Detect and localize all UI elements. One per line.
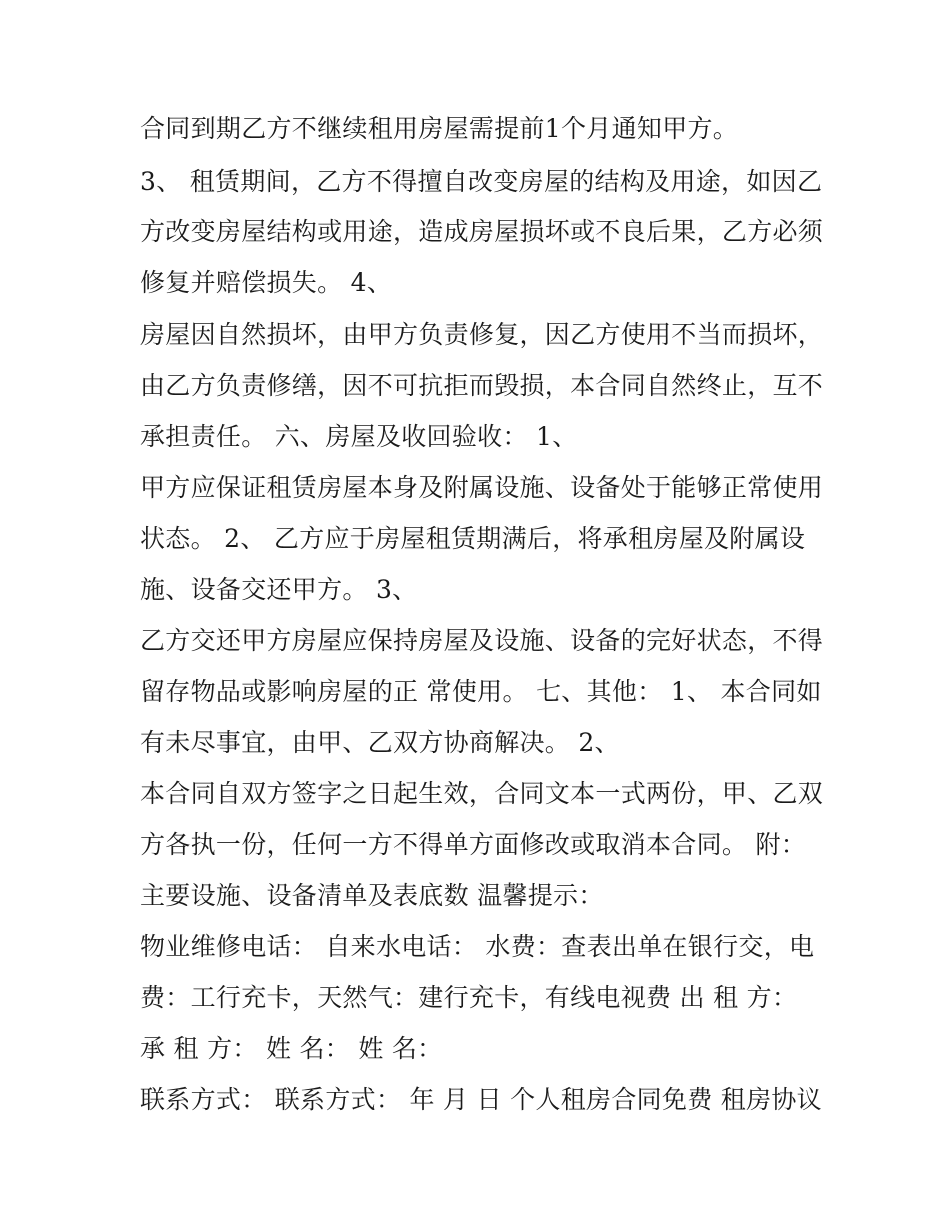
- text-line: 由乙方负责修缮，因不可抗拒而毁损，本合同自然终止，互不: [140, 371, 824, 400]
- text-line: 本合同自双方签字之日起生效，合同文本一式两份，甲、乙双: [140, 779, 824, 808]
- text-line: 主要设施、设备清单及表底数 温馨提示：: [140, 881, 604, 910]
- text-line: 方改变房屋结构或用途，造成房屋损坏或不良后果，乙方必须: [140, 217, 824, 246]
- text-line: 物业维修电话： 自来水电话： 水费：查表出单在银行交，电: [140, 932, 815, 961]
- text-line: 有未尽事宜，由甲、乙双方协商解决。 2、: [140, 728, 620, 757]
- text-line: 留存物品或影响房屋的正 常使用。 七、其他： 1、 本合同如: [140, 677, 822, 706]
- text-line: 修复并赔偿损失。 4、: [140, 268, 393, 297]
- text-line: 施、设备交还甲方。 3、: [140, 575, 418, 604]
- text-line: 方各执一份，任何一方不得单方面修改或取消本合同。 附：: [140, 830, 807, 859]
- text-line: 承 租 方： 姓 名： 姓 名：: [140, 1034, 443, 1063]
- text-line: 联系方式： 联系方式： 年 月 日 个人租房合同免费 租房协议: [140, 1085, 822, 1114]
- text-line: 费：工行充卡，天然气：建行充卡，有线电视费 出 租 方：: [140, 983, 798, 1012]
- text-line: 3、 租赁期间，乙方不得擅自改变房屋的结构及用途，如因乙: [140, 167, 823, 196]
- text-line: 乙方交还甲方房屋应保持房屋及设施、设备的完好状态，不得: [140, 626, 824, 655]
- text-line: 承担责任。 六、房屋及收回验收： 1、: [140, 422, 578, 451]
- text-line: 甲方应保证租赁房屋本身及附属设施、设备处于能够正常使用: [140, 473, 824, 502]
- text-line: 状态。 2、 乙方应于房屋租赁期满后，将承租房屋及附属设: [140, 524, 806, 553]
- text-line: 合同到期乙方不继续租用房屋需提前1个月通知甲方。: [140, 114, 739, 143]
- text-line: 房屋因自然损坏，由甲方负责修复，因乙方使用不当而损坏，: [140, 320, 824, 349]
